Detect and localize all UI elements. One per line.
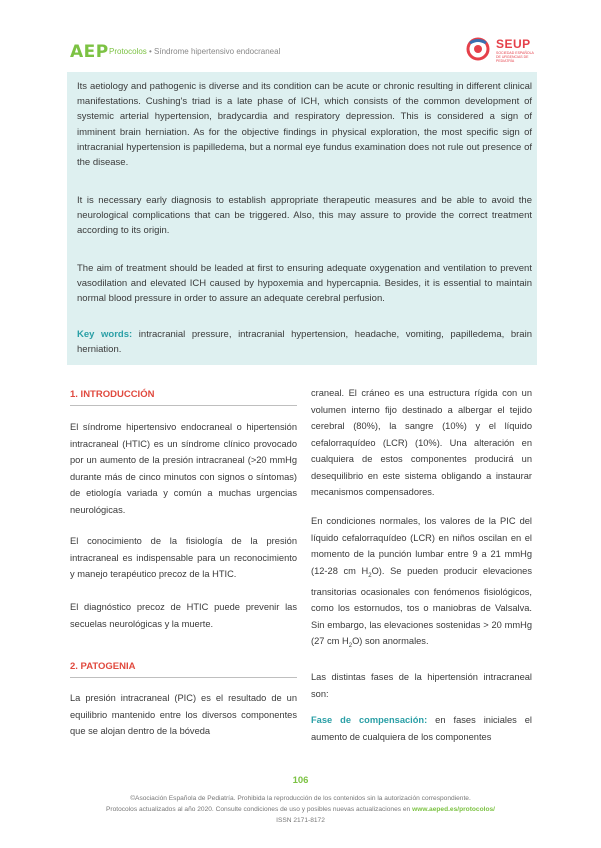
- abstract-paragraph-3: The aim of treatment should be leaded at first to ensuring adequate oxygenation and ventilation to prevent vasodilation and elevated ICH caused by hypoxemia and hypercapnia. Besides, it is essential to maintain normal blood pressure in order to assure an adequate cerebral perfusion.: [77, 263, 532, 305]
- term-fase-compensacion: Fase de compensación:: [311, 715, 428, 725]
- footer-update-note: [0, 806, 601, 813]
- footer-issn: ISSN 2171-8172: [276, 817, 325, 824]
- header-separator: •: [146, 47, 155, 56]
- keywords-list: intracranial pressure, intracranial hypertension, headache, vomiting, papilledema, brain herniation.: [77, 329, 532, 356]
- footer-update-text: Protocolos actualizados al año 2020. Consulte condiciones de uso y posibles nuevas actualizaciones en: [105, 806, 413, 813]
- intro-paragraph-1: El síndrome hipertensivo endocraneal o hipertensión intracraneal (HTIC) es un síndrome clínico provocado por un aumento de la presión intracraneal (>20 mmHg durante más de cinco minutos con signos o síntomas) de etiología variada y común a muchas urgencias neurológicas.: [70, 422, 297, 515]
- intro-paragraph-2: El conocimiento de la fisiología de la presión intracraneal es indispensable para un reconocimiento y manejo terapéutico precoz de la HTIC.: [70, 536, 297, 579]
- seup-subtext: SOCIEDAD ESPAÑOLA DE URGENCIAS DE PEDIATRÍA: [496, 51, 534, 63]
- subscript-2: 2: [368, 572, 372, 579]
- fase-compensacion-text: en fases iniciales el aumento de cualquiera de los componentes: [311, 715, 532, 742]
- page-number: 106: [292, 775, 309, 786]
- keywords-label: Key words:: [77, 329, 133, 340]
- right-paragraph-3: Las distintas fases de la hipertensión intracraneal son:: [311, 672, 532, 699]
- pic-text-c: O) son anormales.: [352, 636, 429, 647]
- right-paragraph-2: [311, 513, 532, 655]
- aep-logo: AEP: [70, 42, 109, 62]
- keywords: [77, 327, 532, 357]
- subscript-2: 2: [348, 643, 353, 650]
- section-divider: [70, 677, 297, 678]
- seup-wordmark: SEUP: [496, 37, 531, 51]
- right-paragraph-4: [311, 712, 532, 745]
- intro-paragraph-3: El diagnóstico precoz de HTIC puede prevenir las secuelas neurológicas y la muerte.: [70, 602, 297, 629]
- footer-copyright: ©Asociación Española de Pediatría. Prohibida la reproducción de los contenidos sin la autorización correspondiente.: [130, 795, 471, 802]
- pic-text-b: O). Se pueden producir elevaciones transitorias ocasionales con fenómenos fisiológicos, como los estornudos, tos o maniobras de Valsalva. Sin embargo, las elevaciones sostenidas > 20 mmHg (27 cm H: [311, 565, 533, 647]
- protocols-label: Protocolos: [109, 47, 147, 56]
- pic-text-a: En condiciones normales, los valores de la PIC del líquido cefalorraquídeo (LCR) en niños oscilan en el momento de la punción lumbar entre 9 a 21 mmHg (12-28 cm H: [311, 516, 532, 576]
- patogenia-paragraph-1: La presión intracraneal (PIC) es el resultado de un equilibrio mantenido entre los diversos componentes que se alojan dentro de la bóveda: [70, 693, 297, 736]
- page-header: [0, 0, 601, 70]
- abstract-paragraph-1: Its aetiology and pathogenic is diverse and its condition can be acute or chronic resulting in different clinical manifestations. Cushing's triad is a late phase of ICH, which consists of the common development of systemic arterial hypertension, bradycardia and respiratory depression. This is considered a sign of imminent brain herniation. As for the objective findings in physical exploration, the most specific sign of intracranial hypertension is papilledema, but a normal eye fundus examination does not rule out presence of the disease.: [77, 81, 532, 169]
- header-title: Síndrome hipertensivo endocraneal: [154, 47, 281, 56]
- section-title-introduccion: 1. INTRODUCCIÓN: [70, 389, 155, 400]
- abstract-paragraph-2: It is necessary early diagnosis to establish appropriate therapeutic measures and be able to avoid the neurological complications that can be triggered. Also, this may assure to provide the correct treatment according to its origin.: [77, 195, 532, 237]
- right-paragraph-1: craneal. El cráneo es una estructura rígida con un volumen interno fijo destinado a albergar el tejido cerebral (80%), la sangre (10%) y el líquido cefalorraquídeo (LCR) (10%). Una alteración en cualquiera de estos componentes producirá un desequilibrio en este sistema obligando a instaurar mecanismos compensadores.: [311, 388, 532, 497]
- section-divider: [70, 405, 297, 406]
- running-header: [109, 47, 280, 56]
- protocols-link[interactable]: www.aeped.es/protocolos/: [412, 806, 495, 813]
- section-title-patogenia: 2. PATOGENIA: [70, 661, 136, 672]
